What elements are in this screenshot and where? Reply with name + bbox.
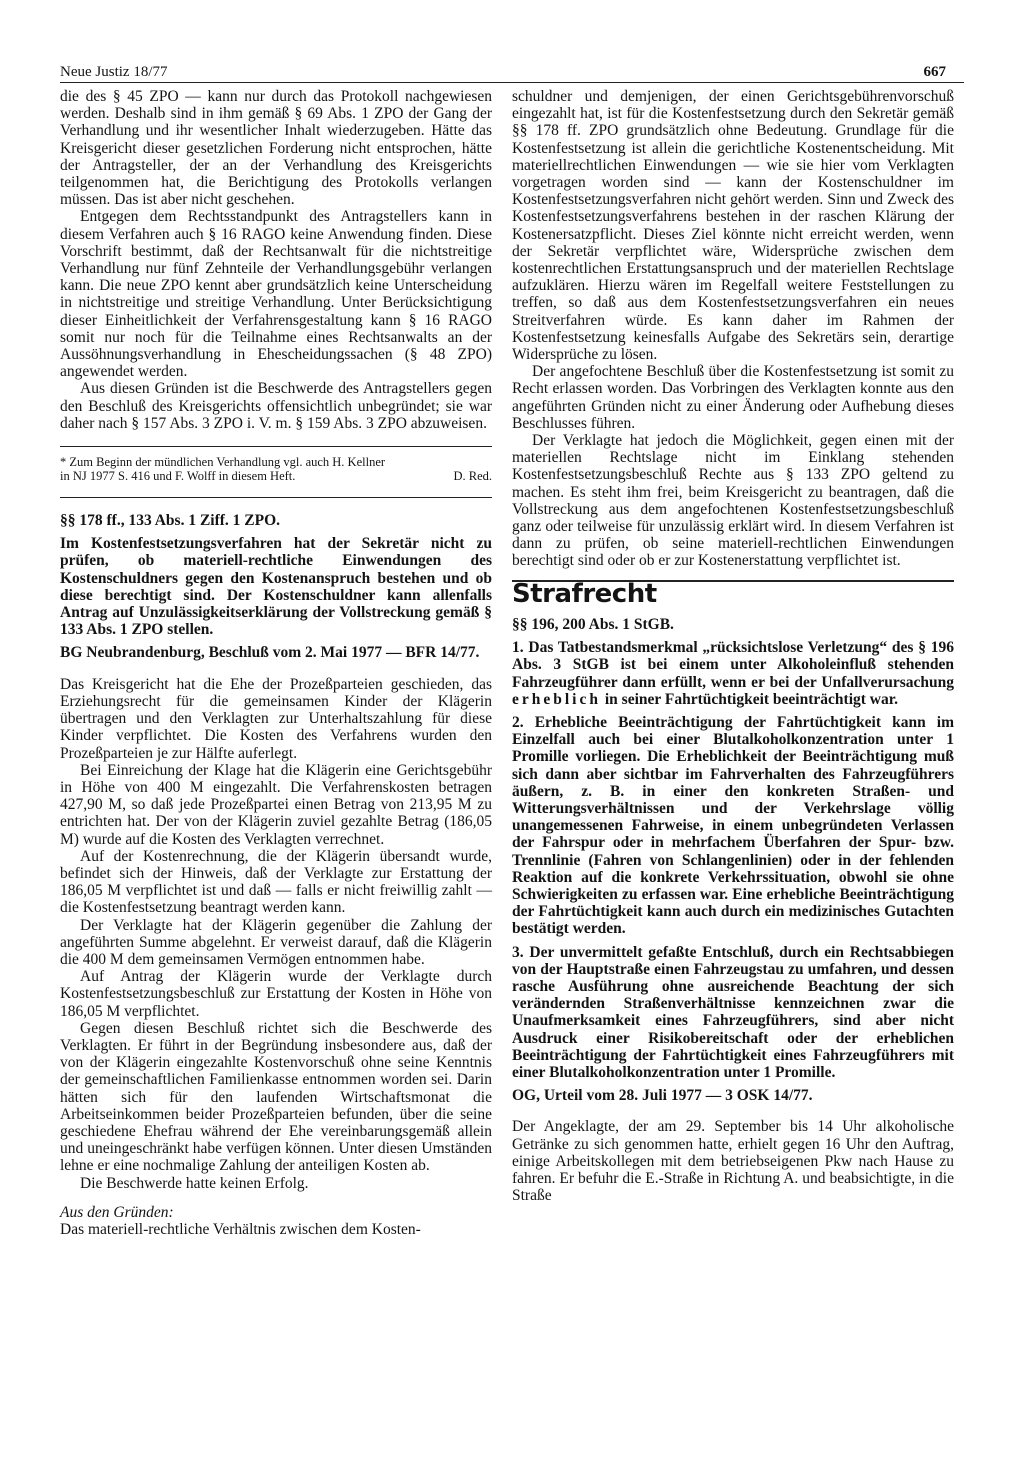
case-citation: OG, Urteil vom 28. Juli 1977 — 3 OSK 14/77. <box>512 1087 813 1105</box>
editor-signature: D. Red. <box>453 469 492 484</box>
case-headnote <box>512 639 954 708</box>
case-headnote: 2. Erhebliche Beeinträchtigung der Fahrtüchtigkeit kann im Einzelfall auch bei einer Blutalkoholkonzentration unter 1 Promille vorliegen. Die Erheblichkeit der Beeinträchtigung muß sich dann aber sichtbar im Fahrverhalten des Fahrzeugführers äußern, z. B. in einer den konkreten Straßen- und Witterungsverhältnissen und der Verkehrslage völlig unangemessenen Fahrweise, in einem unbegründeten Verlassen der Fahrspur oder in mehrfachem Überfahren der Spur- bzw. Trennlinie (Fahren von Schlangenlinien) oder in der fehlenden Reaktion auf die konkrete Verkehrssituation, obwohl sie ohne Schwierigkeiten zu erfassen war. Eine erhebliche Beeinträchtigung der Fahrtüchtigkeit kann auch durch ein medizinisches Gutachten bestätigt werden. <box>512 713 954 938</box>
case-headnote: Im Kostenfestsetzungsverfahren hat der Sekretär nicht zu prüfen, ob materiell-rechtliche Einwendungen des Kostenschuldners gegen den Kostenanspruch bestehen und ob diese berechtigt sind. Der Kostenschuldner kann allenfalls Antrag auf Unzulässigkeitserklärung der Vollstreckung gemäß § 133 Abs. 1 ZPO stellen. <box>60 535 492 639</box>
paragraph: schuldner und demjenigen, der einen Gerichtsgebührenvorschuß eingezahlt hat, ist für die Kostenfestsetzung durch den Sekretär gemäß §§ 178 ff. ZPO grundsätzlich ohne Bedeutung. Grundlage für die Kostenfestsetzung ist allein die gerichtliche Kostenentscheidung. Mit materiellrechtlichen Einwendungen — wie sie hier vom Verklagten vorgetragen worden sind — kann der Kostenschuldner im Kostenfestsetzungsverfahren nicht gehört werden. Sinn und Zweck des Kostenfestsetzungsverfahrens bestehen in der raschen Klärung der Kostenersatzpflicht. Dieses Ziel könnte nicht erreicht werden, wenn der Sekretär verpflichtet wäre, Widersprüche zwischen dem kostenrechtlichen Erstattungsanspruch und der materiellen Rechtslage aufzuklären. Hierzu wären im Regelfall weitere Feststellungen zu treffen, so daß aus dem Kostenfestsetzungsverfahren ein neues Streitverfahren würde. Es kann daher im Rahmen der Kostenfestsetzung keinesfalls Aufgabe des Sekretärs sein, derartige Widersprüche zu lösen. <box>512 88 954 364</box>
section-header <box>512 578 954 609</box>
paragraph: Die Beschwerde hatte keinen Erfolg. <box>80 1174 309 1192</box>
case-norm: §§ 196, 200 Abs. 1 StGB. <box>512 615 674 633</box>
header-divider <box>60 82 964 83</box>
footnote <box>60 446 492 483</box>
case-divider <box>60 497 492 498</box>
section-title: Strafrecht <box>512 578 657 609</box>
footnote-line: * Zum Beginn der mündlichen Verhandlung vgl. auch H. Kellner <box>60 455 386 470</box>
paragraph: Auf der Kostenrechnung, die der Klägerin übersandt wurde, befindet sich der Hinweis, daß der Verklagte zur Erstattung der 186,05 M verpflichtet ist und daß — falls er nicht freiwillig zahlt — die Kostenfestsetzung beantragt werden kann. <box>60 847 492 917</box>
paragraph: Gegen diesen Beschluß richtet sich die Beschwerde des Verklagten. Er führt in der Begründung insbesondere aus, daß der von der Klägerin eingezahlte Kostenvorschuß ohne seine Kenntnis der gemeinschaftlichen Familienkasse entnommen worden sei. Darin hätten sich für den laufenden Wirtschaftsmonat die Arbeitseinkommen beider Prozeßparteien befunden, über die seine geschiedene Ehefrau während der Ehe vereinbarungsgemäß allein und uneingeschränkt habe verfügen können. Unter diesen Umständen lehne er eine nochmalige Zahlung der anteiligen Kosten ab. <box>60 1019 492 1175</box>
paragraph: Der Verklagte hat der Klägerin gegenüber die Zahlung der angeführten Summe abgelehnt. Er verweist darauf, daß die Klägerin die 400 M dem gemeinsamen Vermögen entnommen habe. <box>60 916 492 968</box>
paragraph: Der Verklagte hat jedoch die Möglichkeit, gegen einen mit der materiellen Rechtslage nicht im Einklang stehenden Kostenfestsetzungsbeschluß Rechte aus § 133 ZPO geltend zu machen. Es steht ihm frei, beim Kreisgericht zu beantragen, daß die Vollstreckung aus dem angefochtenen Kostenfestsetzungsbeschluß ganz oder teilweise für unzulässig erklärt wird. In diesem Verfahren ist dann zu prüfen, ob seine materiell-rechtlichen Einwendungen berechtigt sind oder ob er zur Kostenerstattung verpflichtet ist. <box>512 432 954 570</box>
headnote-text: 1. Das Tatbestandsmerkmal „rücksichtslose Verletzung“ des § 196 Abs. 3 StGB ist bei einem unter Alkoholeinfluß stehenden Fahrzeugführer dann erfüllt, wenn er bei der Unfallverursachung <box>512 639 954 691</box>
paragraph: Das Kreisgericht hat die Ehe der Prozeßparteien geschieden, das Erziehungsrecht für die gemeinsamen Kinder der Klägerin übertragen und den Verklagten zur Unterhaltszahlung für diese Kinder verpflichtet. Die Kosten des Verfahrens wurden den Prozeßparteien je zur Hälfte auferlegt. <box>60 675 492 762</box>
headnote-text: in seiner Fahrtüchtigkeit beeinträchtigt war. <box>604 690 899 708</box>
paragraph: die des § 45 ZPO — kann nur durch das Protokoll nachgewiesen werden. Deshalb sind in ihm gemäß § 69 Abs. 1 ZPO der Gang der Verhandlung und ihr wesentlicher Inhalt wiederzugeben. Hätte das Kreisgericht dieser gesetzlichen Forderung nicht entsprochen, hätte der Antragsteller, der an der Verhandlung des Kreisgerichts teilgenommen hat, die Berichtigung des Protokolls verlangen müssen. Das ist aber nicht geschehen. <box>60 88 492 209</box>
paragraph: Bei Einreichung der Klage hat die Klägerin eine Gerichtsgebühr in Höhe von 400 M eingezahlt. Die Verfahrenskosten betragen 427,90 M, so daß jede Prozeßpartei einen Betrag von 213,95 M zu entrichten hat. Der von der Klägerin zuviel gezahlte Betrag (186,05 M) wurde auf die Kosten des Verklagten verrechnet. <box>60 761 492 848</box>
right-column <box>512 88 954 1204</box>
footnote-text: in NJ 1977 S. 416 und F. Wolff in diesem Heft. <box>60 469 296 484</box>
case-citation: BG Neubrandenburg, Beschluß vom 2. Mai 1977 — BFR 14/77. <box>60 644 480 662</box>
paragraph: Der Angeklagte, der am 29. September bis 14 Uhr alkoholische Getränke zu sich genommen hatte, erhielt gegen 16 Uhr den Auftrag, einige Arbeitskollegen mit dem betriebseigenen Pkw nach Hause zu fahren. Er befuhr die E.-Straße in Richtung A. und beabsichtigte, in die Straße <box>512 1118 954 1205</box>
left-column <box>60 88 492 1238</box>
paragraph: Der angefochtene Beschluß über die Kostenfestsetzung ist somit zu Recht erlassen worden. Das Vorbringen des Verklagten konnte aus den angeführten Gründen nicht zu einer Änderung oder Aufhebung dieses Beschlusses führen. <box>512 363 954 432</box>
paragraph: Auf Antrag der Klägerin wurde der Verklagte durch Kostenfestsetzungsbeschluß zur Erstattung der Kosten in Höhe von 186,05 M verpflichtet. <box>60 968 492 1020</box>
journal-issue: Neue Justiz 18/77 <box>60 64 168 80</box>
page-number: 667 <box>923 64 946 80</box>
footnote-line <box>60 469 492 483</box>
emphasis-word: erheblich <box>512 690 601 708</box>
paragraph: Entgegen dem Rechtsstandpunkt des Antragstellers kann in diesem Verfahren auch § 16 RAGO keine Anwendung finden. Diese Vorschrift bestimmt, daß der Rechtsanwalt für die nichtstreitige Verhandlung nur fünf Zehnteile der Verhandlungsgebühr verlangen kann. Die neue ZPO kennt aber grundsätzlich keine Unterscheidung in nichtstreitige und streitige Verhandlung. Unter Berücksichtigung dieser Einheitlichkeit der Verfahrensgestaltung kann § 16 RAGO somit nur noch für die Teilnahme eines Rechtsanwalts an der Aussöhnungsverhandlung in Ehescheidungssachen (§ 48 ZPO) angewendet werden. <box>60 208 492 381</box>
paragraph: Das materiell-rechtliche Verhältnis zwischen dem Kosten- <box>60 1220 421 1238</box>
reasons-heading: Aus den Gründen: <box>60 1203 174 1221</box>
paragraph: Aus diesen Gründen ist die Beschwerde des Antragstellers gegen den Beschluß des Kreisgerichts offensichtlich unbegründet; sie war daher nach § 157 Abs. 3 ZPO i. V. m. § 159 Abs. 3 ZPO abzuweisen. <box>60 380 492 432</box>
case-norm: §§ 178 ff., 133 Abs. 1 Ziff. 1 ZPO. <box>60 512 281 530</box>
case-headnote: 3. Der unvermittelt gefaßte Entschluß, durch ein Rechtsabbiegen von der Hauptstraße einen Fahrzeugstau zu umfahren, und dessen rasche Ausführung ohne ausreichende Beachtung der sich verändernden Straßenverhältnisse kennzeichnen zwar die Unaufmerksamkeit eines Fahrzeugführers, sind aber nicht Ausdruck einer Risikobereitschaft oder der erheblichen Beeinträchtigung der Fahrtüchtigkeit eines Fahrzeugführers mit einer Blutalkoholkonzentration unter 1 Promille. <box>512 943 954 1081</box>
